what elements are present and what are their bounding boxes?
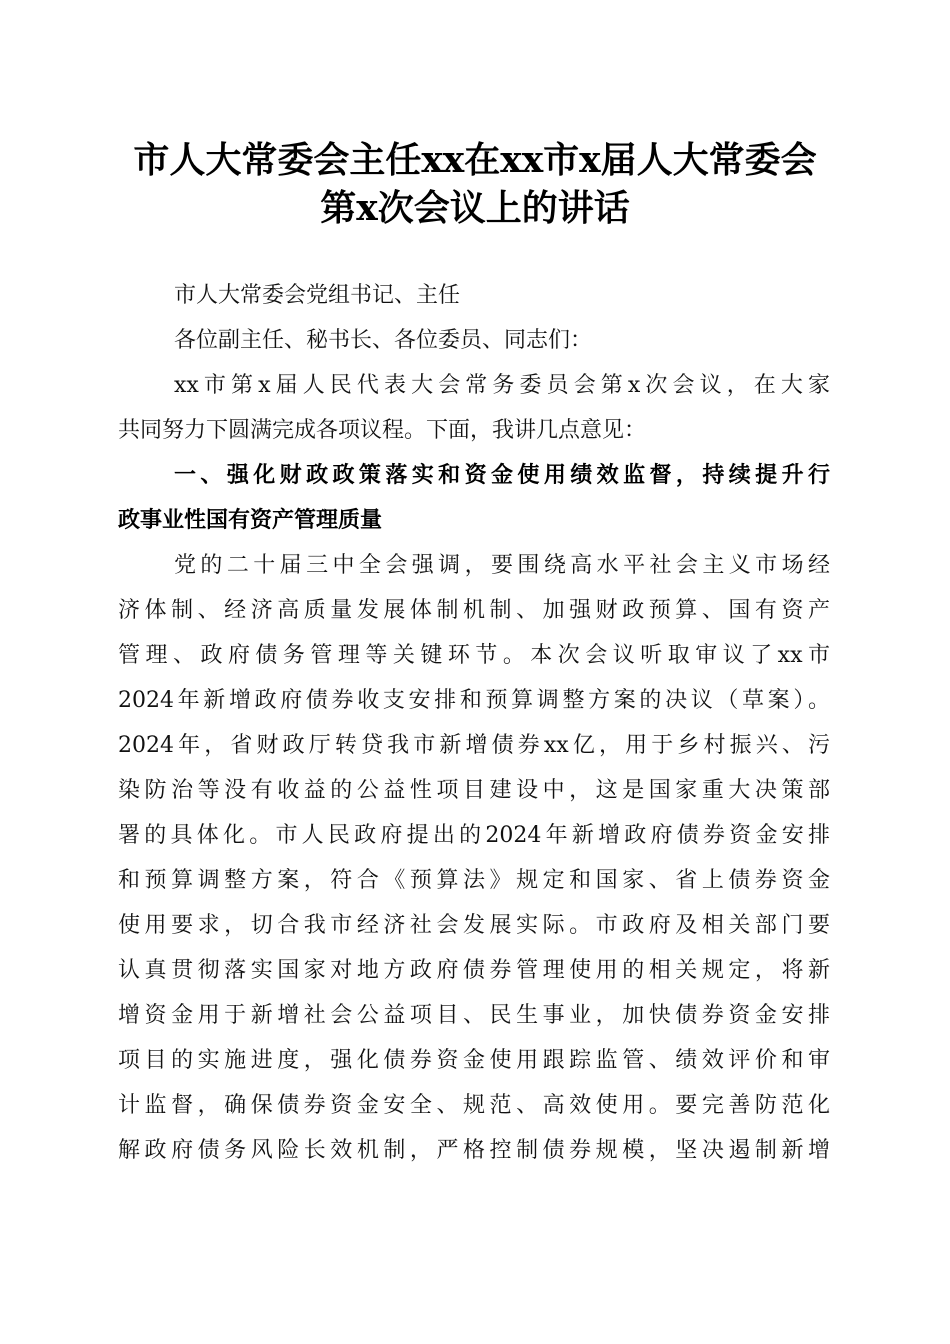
paragraph-line: 使用要求，切合我市经济社会发展实际。市政府及相关部门要: [118, 913, 830, 938]
paragraph-line: 济体制、经济高质量发展体制机制、加强财政预算、国有资产: [118, 598, 830, 623]
paragraph-line: 和预算调整方案，符合《预算法》规定和国家、省上债券资金: [118, 868, 830, 893]
speaker-line: 市人大常委会党组书记、主任: [174, 283, 461, 308]
document-title-line-2: 第x次会议上的讲话: [320, 187, 630, 229]
paragraph-line: 项目的实施进度，强化债券资金使用跟踪监管、绩效评价和审: [118, 1048, 830, 1073]
section-heading-line: 政事业性国有资产管理质量: [118, 508, 383, 533]
intro-line: xx市第x届人民代表大会常务委员会第x次会议，在大家: [174, 373, 830, 398]
paragraph-line: 2024年新增政府债券收支安排和预算调整方案的决议（草案）。: [118, 688, 830, 713]
salutation-line: 各位副主任、秘书长、各位委员、同志们：: [174, 328, 593, 353]
paragraph-line: 解政府债务风险长效机制，严格控制债券规模，坚决遏制新增: [118, 1138, 830, 1163]
document-title-line-1: 市人大常委会主任xx在xx市x届人大常委会: [133, 139, 817, 181]
intro-line: 共同努力下圆满完成各项议程。下面，我讲几点意见：: [118, 418, 647, 443]
paragraph-line: 党的二十届三中全会强调，要围绕高水平社会主义市场经: [174, 553, 830, 578]
paragraph-line: 署的具体化。市人民政府提出的2024年新增政府债券资金安排: [118, 823, 830, 848]
paragraph-line: 认真贯彻落实国家对地方政府债券管理使用的相关规定，将新: [118, 958, 830, 983]
section-heading-line: 一、强化财政政策落实和资金使用绩效监督，持续提升行: [174, 463, 830, 488]
paragraph-line: 染防治等没有收益的公益性项目建设中，这是国家重大决策部: [118, 778, 830, 803]
paragraph-line: 管理、政府债务管理等关键环节。本次会议听取审议了xx市: [118, 643, 830, 668]
paragraph-line: 2024年，省财政厅转贷我市新增债券xx亿，用于乡村振兴、污: [118, 733, 830, 758]
paragraph-line: 增资金用于新增社会公益项目、民生事业，加快债券资金安排: [118, 1003, 830, 1028]
paragraph-line: 计监督，确保债券资金安全、规范、高效使用。要完善防范化: [118, 1093, 830, 1118]
